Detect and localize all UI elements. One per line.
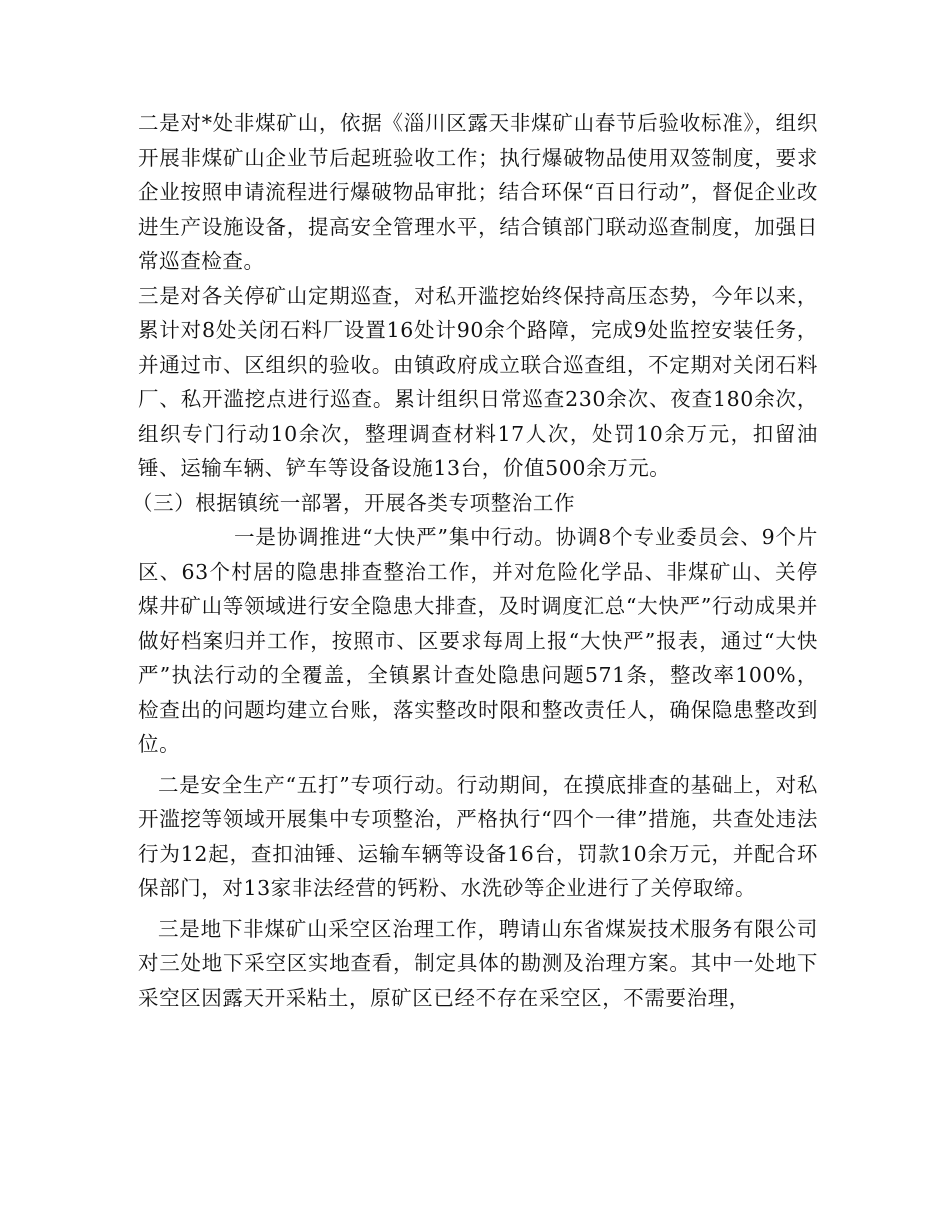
section-heading-special-rectification: （三）根据镇统一部署，开展各类专项整治工作	[132, 490, 576, 515]
document-body	[132, 106, 818, 1015]
paragraph-non-coal-mines: 二是对*处非煤矿山，依据《淄川区露天非煤矿山春节后验收标准》，组织开展非煤矿山企业节后起班验收工作；执行爆破物品使用双签制度，要求企业按照申请流程进行爆破物品审批；结合环保“百日行动”，督促企业改进生产设施设备，提高安全管理水平，结合镇部门联动巡查制度，加强日常巡查检查。	[138, 111, 818, 273]
paragraph-dakuaiyan-action: 一是协调推进“大快严”集中行动。协调8个专业委员会、9个片区、63个村居的隐患排查整治工作，并对危险化学品、非煤矿山、关停煤井矿山等领域进行安全隐患大排查，及时调度汇总“大快严”行动成果并做好档案归并工作，按照市、区要求每周上报“大快严”报表，通过“大快严”执法行动的全覆盖，全镇累计查处隐患问题571条，整改率100%，检查出的问题均建立台账，落实整改时限和整改责任人，确保隐患整改到位。	[138, 525, 818, 756]
paragraph-goaf-treatment: 三是地下非煤矿山采空区治理工作，聘请山东省煤炭技术服务有限公司对三处地下采空区实地查看，制定具体的勘测及治理方案。其中一处地下采空区因露天开采粘土，原矿区已经不存在采空区，不需要治理，	[138, 916, 818, 1010]
paragraph-closed-mines-patrol: 三是对各关停矿山定期巡查，对私开滥挖始终保持高压态势，今年以来，累计对8处关闭石料厂设置16处计90余个路障，完成9处监控安装任务，并通过市、区组织的验收。由镇政府成立联合巡查组，不定期对关闭石料厂、私开滥挖点进行巡查。累计组织日常巡查230余次、夜查180余次，组织专门行动10余次，整理调查材料17人次，处罚10余万元，扣留油锤、运输车辆、铲车等设备设施13台，价值500余万元。	[138, 283, 818, 480]
paragraph-wuda-action: 二是安全生产“五打”专项行动。行动期间，在摸底排查的基础上，对私开滥挖等领域开展集中专项整治，严格执行“四个一律”措施，共查处违法行为12起，查扣油锤、运输车辆等设备16台，罚款10余万元，并配合环保部门，对13家非法经营的钙粉、水洗砂等企业进行了关停取缔。	[138, 772, 818, 900]
